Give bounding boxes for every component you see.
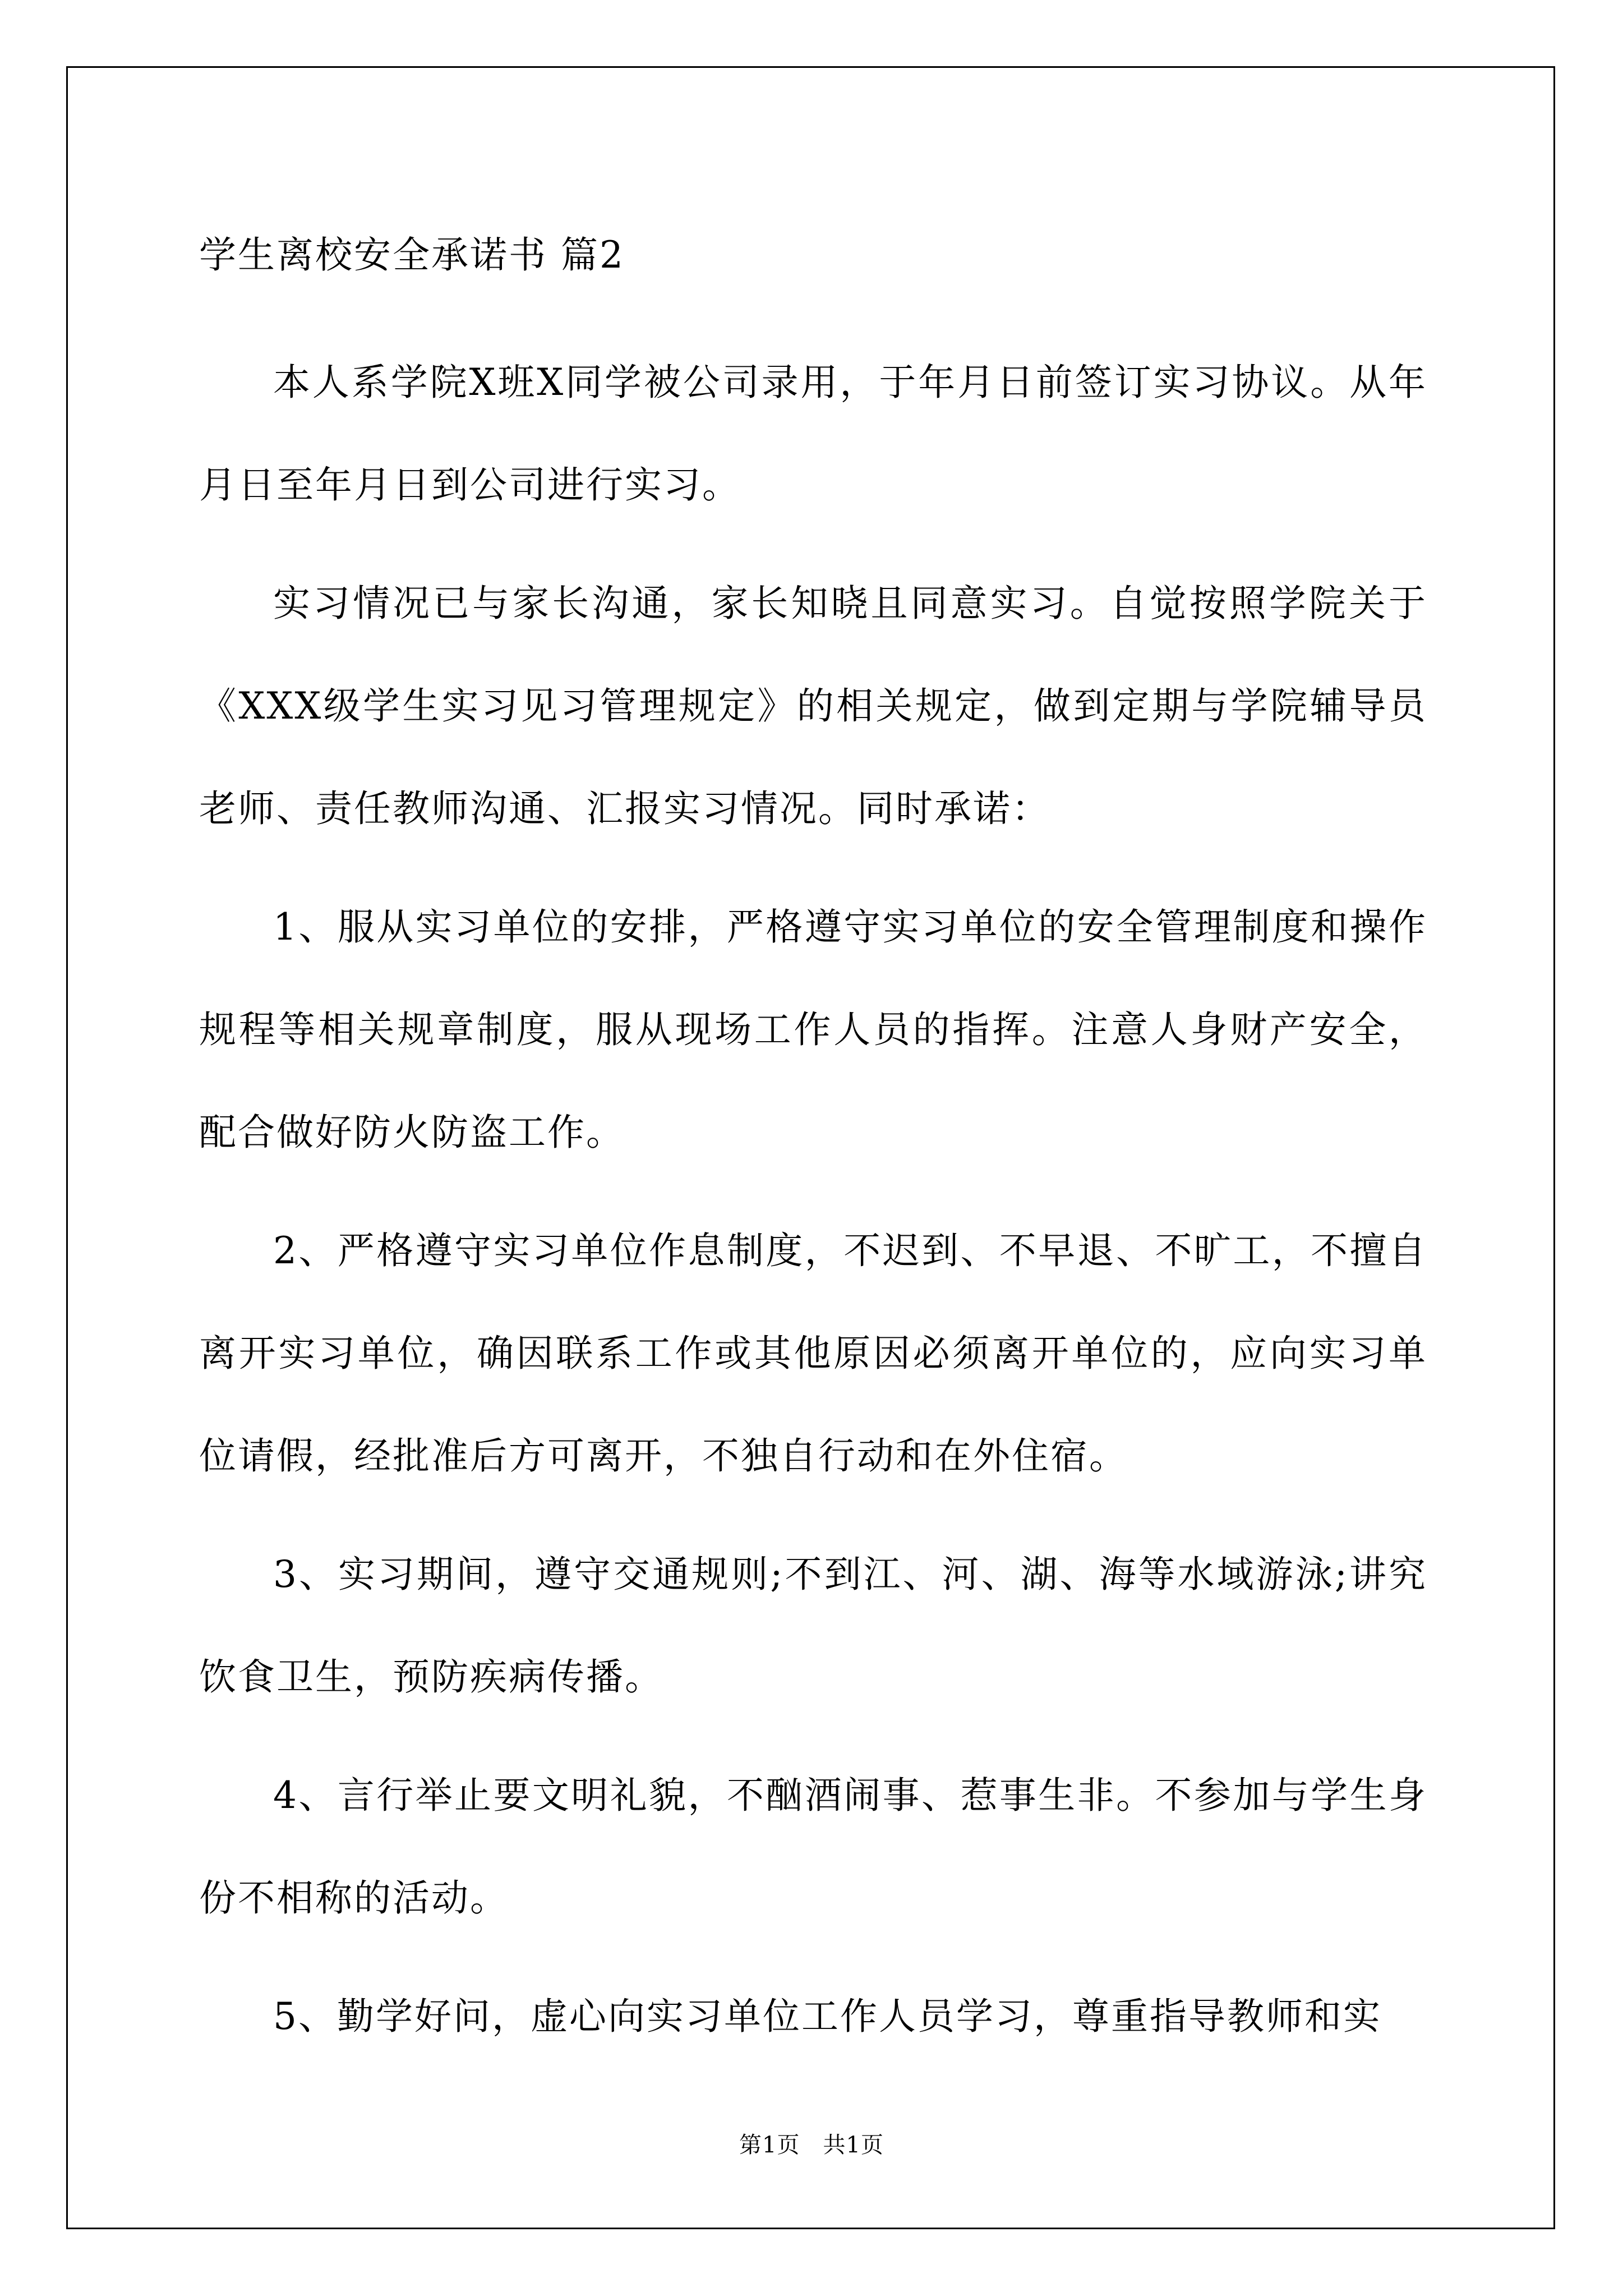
paragraph-situation: 实习情况已与家长沟通，家长知晓且同意实习。自觉按照学院关于《XXX级学生实习见习管理规定》的相关规定，做到定期与学院辅导员老师、责任教师沟通、汇报实习情况。同时承诺： xyxy=(199,582,1427,830)
document-title: 学生离校安全承诺书 篇2 xyxy=(199,233,625,277)
paragraph-item-1: 1、服从实习单位的安排，严格遵守实习单位的安全管理制度和操作规程等相关规章制度，服从现场工作人员的指挥。注意人身财产安全，配合做好防火防盗工作。 xyxy=(199,905,1427,1154)
paragraph-item-5: 5、勤学好问，虚心向实习单位工作人员学习，尊重指导教师和实 xyxy=(273,1995,1382,2038)
paragraph-item-2: 2、严格遵守实习单位作息制度，不迟到、不早退、不旷工，不擅自离开实习单位，确因联系工作或其他原因必须离开单位的，应向实习单位请假，经批准后方可离开，不独自行动和在外住宿。 xyxy=(199,1229,1427,1478)
page-footer: 第1页 共1页 xyxy=(739,2132,884,2158)
paragraph-item-4: 4、言行举止要文明礼貌，不酗酒闹事、惹事生非。不参加与学生身份不相称的活动。 xyxy=(199,1774,1427,1920)
document-body xyxy=(199,213,1427,2083)
paragraph-item-3: 3、实习期间，遵守交通规则;不到江、河、湖、海等水域游泳;讲究饮食卫生，预防疾病传播。 xyxy=(199,1553,1427,1699)
paragraph-intro: 本人系学院X班X同学被公司录用，于年月日前签订实习协议。从年月日至年月日到公司进行实习。 xyxy=(199,361,1427,507)
